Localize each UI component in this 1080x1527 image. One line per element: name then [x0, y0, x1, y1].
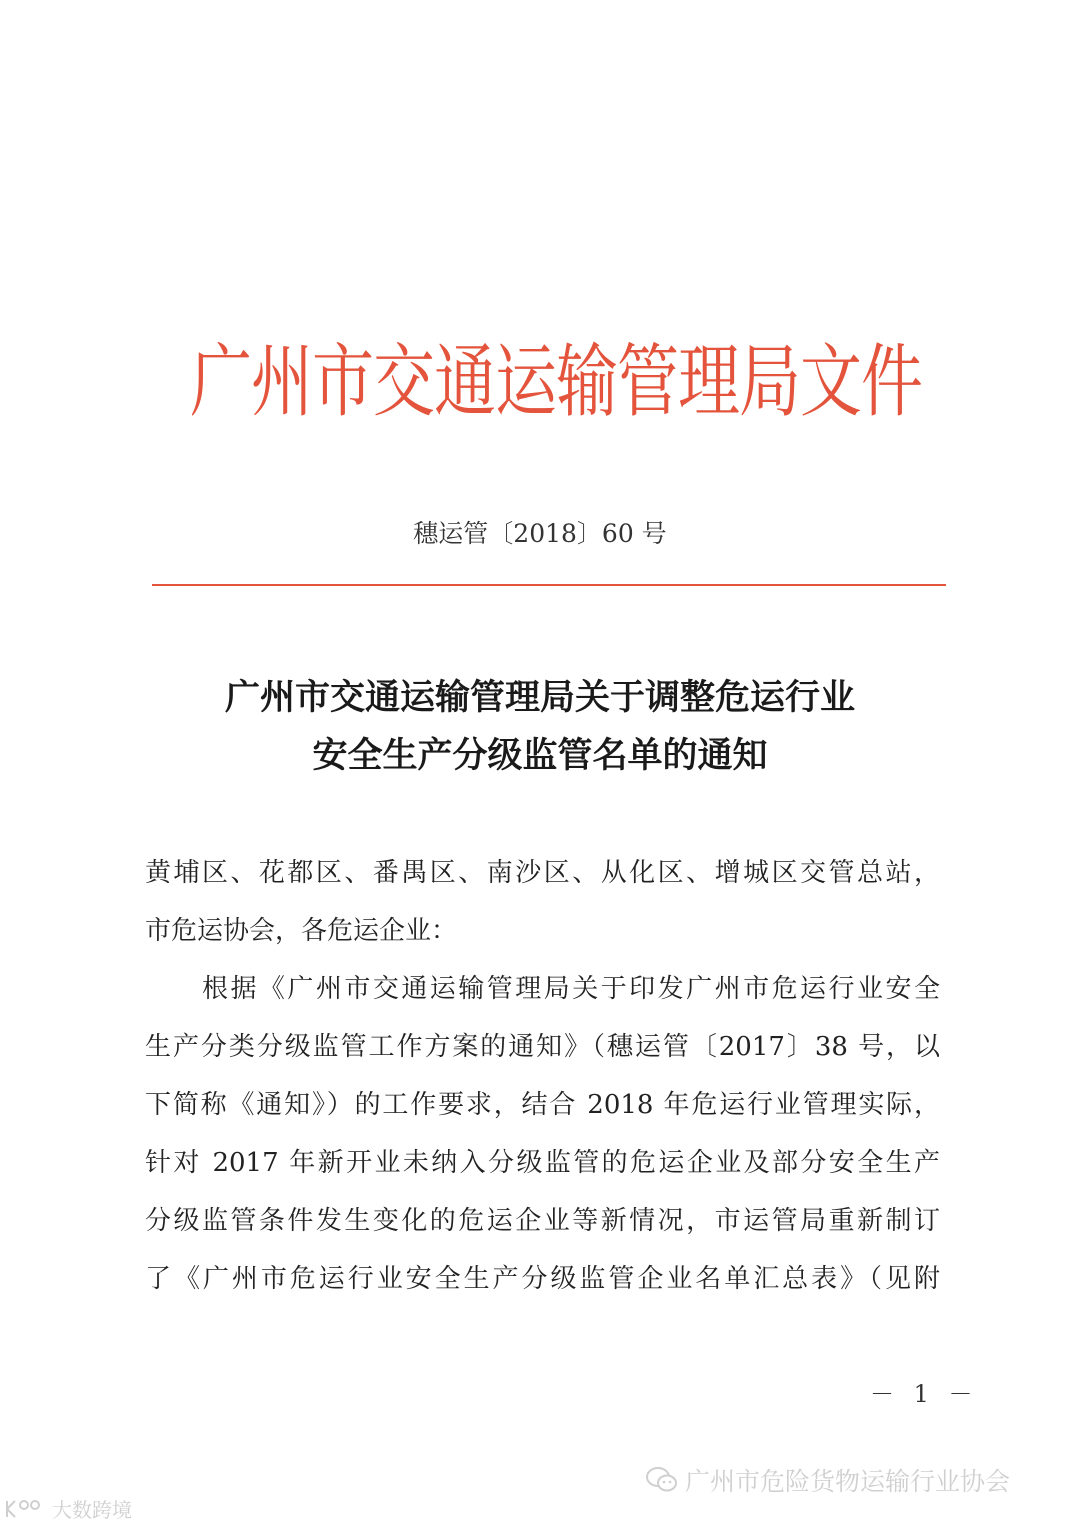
body-line-4: 针对 2017 年新开业未纳入分级监管的危运企业及部分安全生产: [145, 1148, 940, 1178]
page-number: － 1 －: [870, 1380, 979, 1408]
red-divider: [152, 584, 946, 586]
document-title-line-2: 安全生产分级监管名单的通知: [312, 736, 768, 776]
document-number: 穗运管〔2018〕60 号: [413, 519, 667, 548]
wechat-icon: [645, 1465, 679, 1495]
body-line-1: 根据《广州市交通运输管理局关于印发广州市危运行业安全: [145, 974, 940, 1004]
addressee-line-1: 黄埔区、花都区、番禺区、南沙区、从化区、增城区交管总站，: [145, 858, 940, 888]
body-line-5: 分级监管条件发生变化的危运企业等新情况，市运管局重新制订: [145, 1206, 940, 1236]
site-logo-icon: [4, 1498, 48, 1520]
issuer-header-title: 广州市交通运输管理局文件: [190, 334, 923, 429]
body-line-3: 下简称《通知》）的工作要求，结合 2018 年危运行业管理实际，: [145, 1090, 940, 1120]
wechat-account-name: 广州市危险货物运输行业协会: [685, 1467, 1011, 1496]
body-line-6: 了《广州市危运行业安全生产分级监管企业名单汇总表》（见附: [145, 1264, 940, 1294]
site-watermark: [4, 1494, 132, 1523]
addressee-line-2: 市危运协会，各危运企业：: [145, 916, 458, 946]
document-title-line-1: 广州市交通运输管理局关于调整危运行业: [224, 678, 855, 718]
site-name: 大数跨境: [52, 1498, 132, 1522]
body-line-2: 生产分类分级监管工作方案的通知》（穗运管〔2017〕38 号，以: [145, 1032, 940, 1062]
wechat-watermark: [645, 1462, 1010, 1498]
